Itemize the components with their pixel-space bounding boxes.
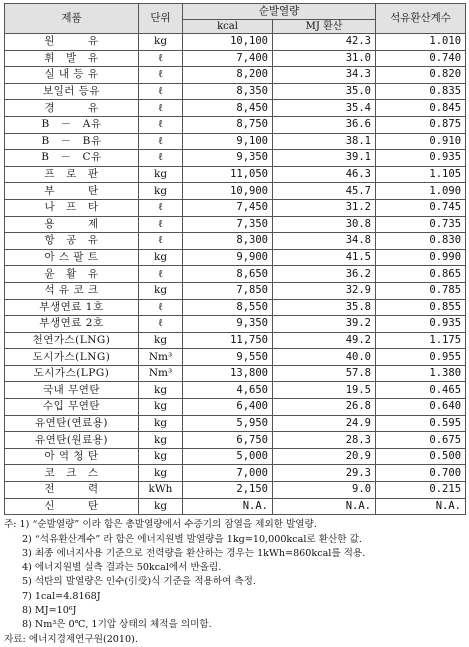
toe-cell: 0.865: [376, 266, 466, 283]
product-cell: 부생연료 1호: [5, 299, 139, 316]
unit-cell: ℓ: [139, 150, 183, 167]
unit-cell: ℓ: [139, 133, 183, 150]
kcal-cell: 7,000: [183, 465, 273, 482]
kcal-cell: 5,000: [183, 448, 273, 465]
toe-cell: 0.910: [376, 133, 466, 150]
product-cell: 부생연료 2호: [5, 316, 139, 333]
mj-cell: 39.2: [273, 316, 376, 333]
unit-cell: kg: [139, 183, 183, 200]
toe-cell: 0.990: [376, 249, 466, 266]
table-row: [5, 415, 466, 432]
toe-cell: 0.465: [376, 382, 466, 399]
unit-cell: kg: [139, 432, 183, 449]
table-row: [5, 150, 466, 167]
mj-cell: 28.3: [273, 432, 376, 449]
product-cell: 도시가스(LNG): [5, 349, 139, 366]
mj-cell: 34.8: [273, 233, 376, 250]
kcal-cell: 2,150: [183, 482, 273, 499]
footnote: 자료: 에너지경제연구원(2010).: [4, 633, 138, 645]
kcal-cell: 13,800: [183, 365, 273, 382]
table-row: [5, 199, 466, 216]
footnote: 주: 1) “순발열량” 이라 함은 총발열량에서 수증기의 잠열을 제외한 발열량.: [4, 519, 317, 531]
table-row: [5, 316, 466, 333]
header-toe: 석유환산계수: [376, 4, 466, 34]
table-row: [5, 50, 466, 67]
product-cell: 원 유: [5, 34, 139, 51]
table-row: [5, 465, 466, 482]
unit-cell: ℓ: [139, 216, 183, 233]
kcal-cell: 7,350: [183, 216, 273, 233]
mj-cell: 24.9: [273, 415, 376, 432]
kcal-cell: 9,550: [183, 349, 273, 366]
kcal-cell: 11,050: [183, 166, 273, 183]
unit-cell: kg: [139, 498, 183, 515]
kcal-cell: N.A.: [183, 498, 273, 515]
table-row: [5, 233, 466, 250]
product-cell: 유연탄(원료용): [5, 432, 139, 449]
kcal-cell: 4,650: [183, 382, 273, 399]
table-row: [5, 498, 466, 515]
footnote: 7) 1cal=4.8168J: [22, 590, 101, 602]
kcal-cell: 8,750: [183, 116, 273, 133]
table-row: [5, 482, 466, 499]
toe-cell: 0.855: [376, 299, 466, 316]
product-cell: 석 유 코 크: [5, 282, 139, 299]
mj-cell: 32.9: [273, 282, 376, 299]
product-cell: 코 크 스: [5, 465, 139, 482]
product-cell: 프 로 판: [5, 166, 139, 183]
table-row: [5, 100, 466, 117]
toe-cell: 0.745: [376, 199, 466, 216]
product-cell: 아 스 팔 트: [5, 249, 139, 266]
kcal-cell: 10,900: [183, 183, 273, 200]
unit-cell: ℓ: [139, 199, 183, 216]
toe-cell: 1.090: [376, 183, 466, 200]
header-product: 제품: [5, 4, 139, 34]
product-cell: 전 력: [5, 482, 139, 499]
header-mj: MJ 환산: [273, 20, 376, 34]
table-row: [5, 216, 466, 233]
energy-conversion-table: [4, 3, 466, 515]
unit-cell: ℓ: [139, 83, 183, 100]
product-cell: 윤 활 유: [5, 266, 139, 283]
footnote: 2) “석유환산계수” 라 함은 에너지원별 발열량을 1kg=10,000kcal로 환산한 값.: [22, 533, 362, 545]
table-row: [5, 166, 466, 183]
kcal-cell: 8,650: [183, 266, 273, 283]
toe-cell: 0.215: [376, 482, 466, 499]
mj-cell: 46.3: [273, 166, 376, 183]
kcal-cell: 9,900: [183, 249, 273, 266]
table-row: [5, 299, 466, 316]
table-row: [5, 432, 466, 449]
unit-cell: ℓ: [139, 299, 183, 316]
toe-cell: 1.105: [376, 166, 466, 183]
unit-cell: kWh: [139, 482, 183, 499]
kcal-cell: 8,200: [183, 67, 273, 84]
toe-cell: 0.935: [376, 150, 466, 167]
table-row: [5, 34, 466, 51]
product-cell: 유연탄(연료용): [5, 415, 139, 432]
toe-cell: 0.845: [376, 100, 466, 117]
mj-cell: 19.5: [273, 382, 376, 399]
unit-cell: kg: [139, 249, 183, 266]
toe-cell: 1.175: [376, 332, 466, 349]
toe-cell: 0.735: [376, 216, 466, 233]
unit-cell: kg: [139, 465, 183, 482]
energy-table-document: [4, 3, 465, 647]
mj-cell: 41.5: [273, 249, 376, 266]
kcal-cell: 7,850: [183, 282, 273, 299]
table-row: [5, 133, 466, 150]
unit-cell: kg: [139, 282, 183, 299]
product-cell: 실 내 등 유: [5, 67, 139, 84]
kcal-cell: 9,350: [183, 316, 273, 333]
toe-cell: 0.785: [376, 282, 466, 299]
product-cell: 국내 무연탄: [5, 382, 139, 399]
toe-cell: 0.700: [376, 465, 466, 482]
mj-cell: 26.8: [273, 399, 376, 416]
product-cell: 나 프 타: [5, 199, 139, 216]
mj-cell: 31.0: [273, 50, 376, 67]
product-cell: B － B유: [5, 133, 139, 150]
header-kcal: kcal: [183, 20, 273, 34]
mj-cell: 42.3: [273, 34, 376, 51]
product-cell: 아 역 청 탄: [5, 448, 139, 465]
kcal-cell: 7,450: [183, 199, 273, 216]
toe-cell: 0.935: [376, 316, 466, 333]
table-row: [5, 183, 466, 200]
product-cell: 천연가스(LNG): [5, 332, 139, 349]
unit-cell: ℓ: [139, 266, 183, 283]
mj-cell: 35.8: [273, 299, 376, 316]
kcal-cell: 8,550: [183, 299, 273, 316]
kcal-cell: 10,100: [183, 34, 273, 51]
footnote: 5) 석탄의 발열량은 인수(引受)식 기준을 적용하여 측정.: [22, 576, 256, 588]
kcal-cell: 9,350: [183, 150, 273, 167]
table-row: [5, 83, 466, 100]
table-row: [5, 332, 466, 349]
footnote: 8) MJ=10⁶J: [22, 605, 77, 616]
unit-cell: Nm³: [139, 365, 183, 382]
unit-cell: ℓ: [139, 50, 183, 67]
product-cell: 휘 발 유: [5, 50, 139, 67]
toe-cell: 0.835: [376, 83, 466, 100]
product-cell: 도시가스(LPG): [5, 365, 139, 382]
toe-cell: 0.830: [376, 233, 466, 250]
mj-cell: 39.1: [273, 150, 376, 167]
mj-cell: 57.8: [273, 365, 376, 382]
kcal-cell: 7,400: [183, 50, 273, 67]
unit-cell: Nm³: [139, 349, 183, 366]
mj-cell: 35.0: [273, 83, 376, 100]
unit-cell: kg: [139, 448, 183, 465]
table-row: [5, 349, 466, 366]
table-row: [5, 399, 466, 416]
mj-cell: 31.2: [273, 199, 376, 216]
mj-cell: 35.4: [273, 100, 376, 117]
mj-cell: 49.2: [273, 332, 376, 349]
toe-cell: 1.380: [376, 365, 466, 382]
product-cell: 수입 무연탄: [5, 399, 139, 416]
mj-cell: 38.1: [273, 133, 376, 150]
table-row: [5, 448, 466, 465]
table-row: [5, 266, 466, 283]
kcal-cell: 6,750: [183, 432, 273, 449]
toe-cell: 1.010: [376, 34, 466, 51]
product-cell: 용 제: [5, 216, 139, 233]
header-net-heat: 순발열량: [183, 4, 376, 20]
footnote: 3) 최종 에너지사용 기준으로 전력량을 환산하는 경우는 1kWh=860kcal를 적용.: [22, 547, 366, 559]
mj-cell: 36.6: [273, 116, 376, 133]
kcal-cell: 6,400: [183, 399, 273, 416]
kcal-cell: 8,450: [183, 100, 273, 117]
toe-cell: 0.500: [376, 448, 466, 465]
mj-cell: 20.9: [273, 448, 376, 465]
header-unit: 단위: [139, 4, 183, 34]
product-cell: B － C유: [5, 150, 139, 167]
kcal-cell: 11,750: [183, 332, 273, 349]
toe-cell: 0.595: [376, 415, 466, 432]
unit-cell: kg: [139, 415, 183, 432]
mj-cell: 30.8: [273, 216, 376, 233]
product-cell: 신 탄: [5, 498, 139, 515]
kcal-cell: 8,300: [183, 233, 273, 250]
unit-cell: kg: [139, 382, 183, 399]
footnote: 4) 에너지원별 실측 결과는 50kcal에서 반올림.: [22, 562, 222, 574]
toe-cell: 0.675: [376, 432, 466, 449]
unit-cell: ℓ: [139, 116, 183, 133]
toe-cell: 0.820: [376, 67, 466, 84]
kcal-cell: 8,350: [183, 83, 273, 100]
kcal-cell: 9,100: [183, 133, 273, 150]
unit-cell: ℓ: [139, 100, 183, 117]
product-cell: 경 유: [5, 100, 139, 117]
table-row: [5, 382, 466, 399]
unit-cell: ℓ: [139, 316, 183, 333]
unit-cell: kg: [139, 34, 183, 51]
product-cell: 부 탄: [5, 183, 139, 200]
footnote: 8) Nm³은 0℃, 1기압 상태의 체적을 의미함.: [22, 619, 212, 631]
unit-cell: kg: [139, 166, 183, 183]
table-row: [5, 116, 466, 133]
mj-cell: 29.3: [273, 465, 376, 482]
mj-cell: N.A.: [273, 498, 376, 515]
toe-cell: 0.640: [376, 399, 466, 416]
product-cell: 보일러 등유: [5, 83, 139, 100]
product-cell: 항 공 유: [5, 233, 139, 250]
toe-cell: 0.875: [376, 116, 466, 133]
toe-cell: 0.955: [376, 349, 466, 366]
kcal-cell: 5,950: [183, 415, 273, 432]
product-cell: B － A유: [5, 116, 139, 133]
mj-cell: 45.7: [273, 183, 376, 200]
toe-cell: N.A.: [376, 498, 466, 515]
footnotes: [4, 518, 465, 647]
unit-cell: kg: [139, 399, 183, 416]
table-body: [5, 34, 466, 515]
mj-cell: 34.3: [273, 67, 376, 84]
unit-cell: kg: [139, 332, 183, 349]
table-row: [5, 365, 466, 382]
mj-cell: 36.2: [273, 266, 376, 283]
table-row: [5, 67, 466, 84]
unit-cell: ℓ: [139, 233, 183, 250]
mj-cell: 9.0: [273, 482, 376, 499]
unit-cell: ℓ: [139, 67, 183, 84]
table-row: [5, 282, 466, 299]
toe-cell: 0.740: [376, 50, 466, 67]
mj-cell: 40.0: [273, 349, 376, 366]
table-row: [5, 249, 466, 266]
